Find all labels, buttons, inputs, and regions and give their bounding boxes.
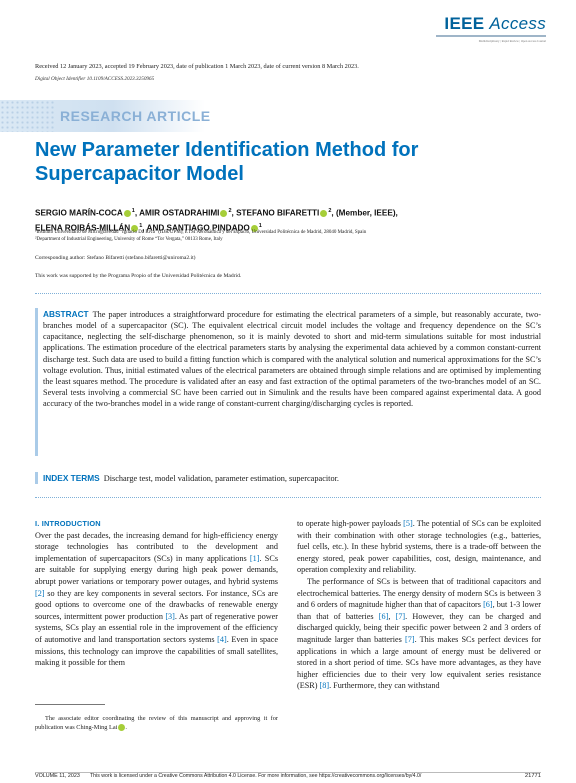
affiliation-1: ¹Instituto Universitario de Microgravedad “Ignacio Da Riva” (IDR/UPM), ETSI Aeronáutica y del Espacio, Universidad Politécnica de Madrid, 28040 Madrid, Spain [35,230,367,235]
index-terms-text: Discharge test, model validation, parameter estimation, supercapacitor. [103,474,340,483]
abstract-text: The paper introduces a straightforward procedure for estimating the electrical parameters of a simple, but reasonably accurate, two-branches model of a supercapacitor (SC). The equivalent electrical circuit model includes the voltage and frequency dependence on the SC’s capacitance, neglecting the self-discharge phenomenon, so it is mainly devoted to short and mid-term simulations suitable for most industrial applications. The estimation procedure of the electrical parameters starts by analysing the experimental data achieved by a common constant-current discharge test. Such data are used to build a fitting function which is compared with the analytical solution and numerical approximations for the SC’s voltage evolution. Thus, initial estimated values of the electrical parameters are obtained through simple relations and are optimised by implementing the least squares method. The procedure is validated after an easy and fast extraction of the optimal parameters of the two-branches model of an SC. Several tests involving a commercial SC have been carried out in Simulink and the results have been compared against experimental data. A good accuracy of the two-branches model in a wide range of constant-current charging/discharging cycles is reported. [43,310,541,409]
author-name: ELENA ROIBÁS-MILLÁN [35,223,131,233]
logo-access-text: Access [489,14,546,33]
citation-link[interactable]: [6] [483,600,493,610]
text-run: The performance of SCs is between that of traditional capacitors and electrochemical batteries. The energy density of modern SCs is between 3 and 6 orders of magnitude higher than that of capacitors [297,576,541,610]
editor-footnote: The associate editor coordinating the review of this manuscript and approving it for publication was Ching-Ming Lai . [35,715,278,731]
paragraph [297,518,541,576]
index-terms-side-bar [35,472,38,484]
author-membership: , (Member, IEEE), [331,208,398,218]
text-run: Over the past decades, the increasing demand for high-efficiency energy storage technologies has contributed to the development and implementation of supercapacitors (SCs) in many applications [35,530,278,563]
author-name: , AND SANTIAGO PINDADO [142,223,250,233]
citation-link[interactable]: [1] [249,553,260,563]
abstract-label: ABSTRACT [43,309,89,319]
text-run: . Furthermore, they can withstand [329,681,440,691]
citation-link[interactable]: [7] [405,634,415,644]
body-column-right [297,518,541,692]
author-name: , STEFANO BIFARETTI [231,208,320,218]
citation-link[interactable]: [3] [165,611,175,621]
divider [35,293,541,294]
footer-volume: VOLUME 11, 2023 [35,773,80,779]
text-run: . Even in space missions, this technology can improve the capabilities of small satellites, making it possible for them [35,634,279,668]
text-run: . The potential of SCs can be exploited with their combination with other storage technologies (e.g., batteries, fuel cells, etc.). In these hybrid systems, there is a trade-off between the energy stored, peak power capabilities, cost, design, maintenance, and operation complexity and reliability. [297,519,541,575]
text-run: , but 1-3 lower than that of batteries [297,600,541,621]
text-run: to operate high-power payloads [297,519,404,528]
corresponding-author: Corresponding author: Stefano Bifaretti (stefano.bifaretti@uniroma2.it) [35,255,196,261]
citation-link[interactable]: [7] [395,611,406,621]
orcid-icon[interactable] [124,210,131,217]
orcid-icon[interactable] [320,210,327,217]
footnote-text: The associate editor coordinating the review of this manuscript and approving it for publication was Ching-Ming Lai [35,715,278,731]
paragraph [297,576,541,692]
affiliations [35,229,475,243]
author-name: SERGIO MARÍN-COCA [35,208,123,218]
page-number: 21771 [524,773,541,779]
citation-link[interactable]: [2] [35,588,45,598]
affiliation-2: ²Department of Industrial Engineering, University of Rome “Tor Vergata,” 00133 Rome, Italy [35,237,223,242]
publication-dates: Received 12 January 2023, accepted 19 February 2023, date of publication 1 March 2023, date of current version 8 March 2023. [35,63,359,70]
index-terms [43,473,339,483]
text-run: . SCs are suitable for supplying energy during high peak power demands, abrupt power variations or temporary power outages, and hybrid systems [35,553,279,586]
citation-link[interactable]: [6] [378,611,389,621]
divider [35,497,541,498]
index-terms-label: INDEX TERMS [43,473,100,483]
logo-ieee-text: IEEE [444,14,485,33]
text-run: . This makes SCs perfect devices for applications in which a large amount of energy must be delivered or stored in a short period of time. SCs have more advantages, as they have higher efficiencies due to their very low equivalent series resistance (ESR) [297,634,541,691]
affiliation-marker: 1 [139,222,143,229]
author-name: , AMIR OSTADRAHIMI [134,208,220,218]
citation-link[interactable]: [8] [319,681,330,691]
affiliation-marker: 1 [258,222,262,229]
doi: Digital Object Identifier 10.1109/ACCESS.2023.3250965 [35,76,155,82]
affiliation-marker: 1 [131,208,135,214]
article-type-label: RESEARCH ARTICLE [60,108,211,124]
text-run: , [388,611,396,621]
ieee-access-logo [444,14,546,34]
citation-link[interactable]: [5] [403,519,413,528]
funding-note: This work was supported by the Programa Propio of the Universidad Politécnica de Madrid. [35,273,242,279]
text-run: . However, they can be charged and discharged quickly, being their specific power between 2 and 3 orders of magnitude larger than batteries [297,611,541,644]
text-run: so they are key components in several sectors. For instance, SCs are good options to overcome one of the drawbacks of renewable energy sources, intermittent power production [35,588,278,621]
footer-license[interactable]: This work is licensed under a Creative Commons Attribution 4.0 License. For more information, see https://creativecommons.org/licenses/by/4.0/ [90,773,422,779]
abstract-side-bar [35,308,38,456]
body-column-left [35,518,278,669]
footnote-rule [35,704,105,705]
affiliation-marker: 2 [228,208,232,214]
affiliation-marker: 2 [328,208,332,214]
paragraph [35,530,278,669]
orcid-icon[interactable] [220,210,227,217]
orcid-icon[interactable] [118,724,125,731]
logo-underline [436,35,546,37]
banner-dot-pattern [0,100,55,132]
paper-title: New Parameter Identification Method for Supercapacitor Model [35,139,419,185]
section-heading: I. INTRODUCTION [35,519,101,528]
citation-link[interactable]: [4] [217,634,227,644]
logo-tagline: Multidisciplinary | Rapid Review | Open Access Journal [478,39,546,43]
abstract [43,309,541,409]
text-run: . As part of regenerative power systems, SCs play an essential role in the improvement of the efficiency of automotive and land transportation sectors systems [35,611,278,644]
